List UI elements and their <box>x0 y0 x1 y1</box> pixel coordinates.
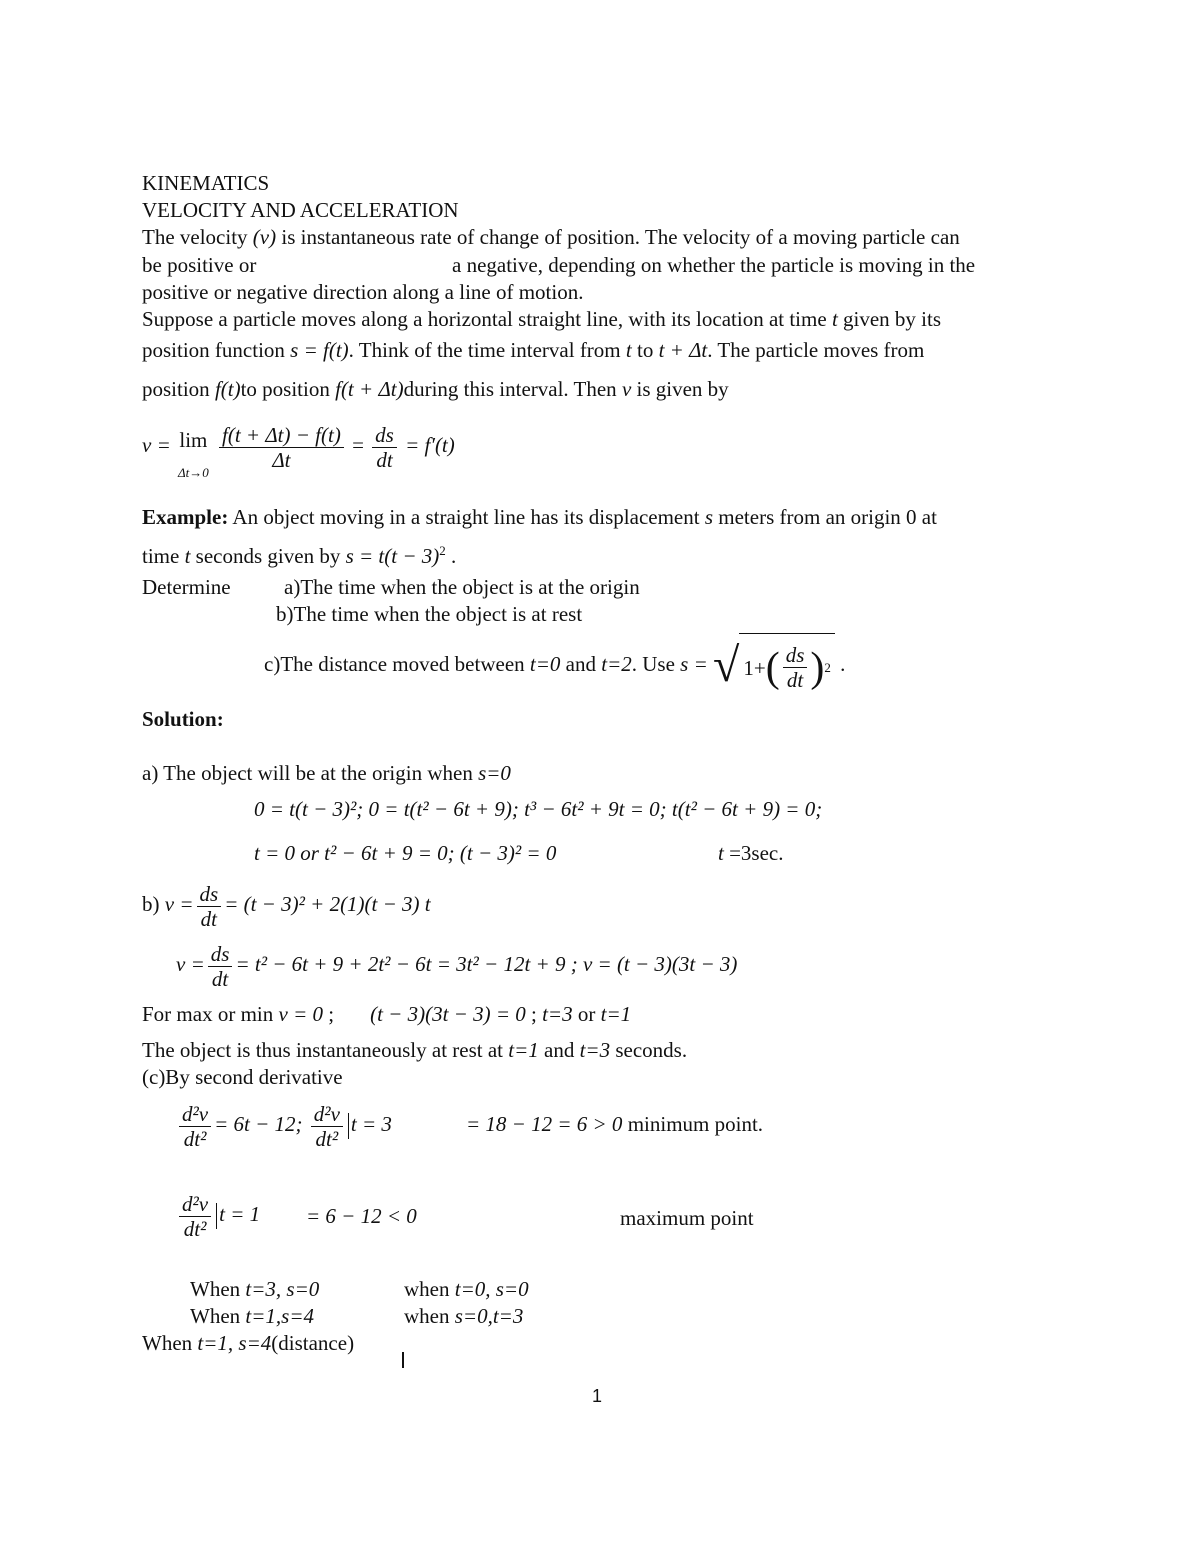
intro-line-6: position f(t)to position f(t + Δt)during this interval. Then v is given by <box>142 377 729 401</box>
solution-b-line-2: v = $\frac{ds}{dt}$ = t² − 6t + 9 + 2t² − 6t = 3t² − 12t + 9 ; v = (t − 3)(3t − 3) <box>176 941 738 991</box>
velocity-limit-formula: v = lim Δt→0 $\frac{f(t + \Delta t) - f(t)}{\Delta t}$ = $\frac{ds}{dt}$ = f′(t) <box>142 422 455 480</box>
second-derivative-value-2: = 6 − 12 < 0 <box>306 1204 417 1228</box>
intro-line-5: position function s = f(t). Think of the time interval from t to t + Δt. The particle moves from <box>142 338 925 362</box>
page-number: 1 <box>592 1386 603 1406</box>
task-b: b)The time when the object is at rest <box>276 602 583 626</box>
rest-line: The object is thus instantaneously at rest at t=1 and t=3 seconds. <box>142 1038 688 1062</box>
intro-line-2a: be positive or <box>142 253 257 277</box>
summary-3: When t=1, s=4(distance) <box>142 1331 355 1355</box>
solution-a-line-2: 0 = t(t − 3)²; 0 = t(t² − 6t + 9); t³ − 6t² + 9t = 0; t(t² − 6t + 9) = 0; <box>254 797 823 821</box>
intro-line-4: Suppose a particle moves along a horizontal straight line, with its location at time t given by its <box>142 307 942 331</box>
example-line-2: time t seconds given by $s = t(t - 3)^2$ . <box>142 543 457 568</box>
intro-line-2b: a negative, depending on whether the particle is moving in the <box>452 253 976 277</box>
solution-label: Solution: <box>142 707 224 731</box>
second-derivative-line-1: $\frac{\text{d²v}}{\text{dt²}}$ = 6t − 12; $\frac{\text{d²v}}{\text{dt²}}$ t = 3 <box>176 1096 392 1152</box>
task-c: c)The distance moved between t=0 and t=2. Use s = √ 1+ ( $\frac{ds}{dt}$ ) 2 . <box>264 632 845 700</box>
example-line-1: Example: An object moving in a straight line has its displacement s meters from an origin 0 at <box>142 505 937 529</box>
second-derivative-line-2: $\frac{\text{d²v}}{\text{dt²}}$ t = 1 <box>176 1186 260 1242</box>
determine-label: Determine <box>142 575 231 599</box>
summary-1-right: when t=0, s=0 <box>404 1277 529 1301</box>
intro-line-1: The velocity (v) is instantaneous rate of change of position. The velocity of a moving particle can <box>142 225 960 249</box>
heading-kinematics: KINEMATICS <box>142 171 270 195</box>
task-a: a)The time when the object is at the origin <box>284 575 640 599</box>
summary-2-right: when s=0,t=3 <box>404 1304 524 1328</box>
second-derivative-value-1: = 18 − 12 = 6 > 0 minimum point. <box>466 1112 764 1136</box>
max-min-line: For max or min v = 0 ; (t − 3)(3t − 3) = 0 ; t=3 or t=1 <box>142 1002 632 1026</box>
solution-b-line-1: b) v = $\frac{ds}{dt}$ = (t − 3)² + 2(1)(t − 3) t <box>142 881 431 931</box>
maximum-point-label: maximum point <box>620 1206 754 1230</box>
solution-a-result: t =3sec. <box>718 841 784 865</box>
intro-line-3: positive or negative direction along a line of motion. <box>142 280 584 304</box>
text-cursor <box>402 1352 404 1368</box>
solution-a-line-1: a) The object will be at the origin when s=0 <box>142 761 511 785</box>
solution-a-line-3: t = 0 or t² − 6t + 9 = 0; (t − 3)² = 0 <box>254 841 557 865</box>
second-derivative-label: (c)By second derivative <box>142 1065 343 1089</box>
heading-velocity-acceleration: VELOCITY AND ACCELERATION <box>142 198 459 222</box>
sqrt-expression: √ 1+ ( $\frac{ds}{dt}$ ) 2 <box>713 633 835 700</box>
summary-1-left: When t=3, s=0 <box>190 1277 320 1301</box>
summary-2-left: When t=1,s=4 <box>190 1304 315 1328</box>
